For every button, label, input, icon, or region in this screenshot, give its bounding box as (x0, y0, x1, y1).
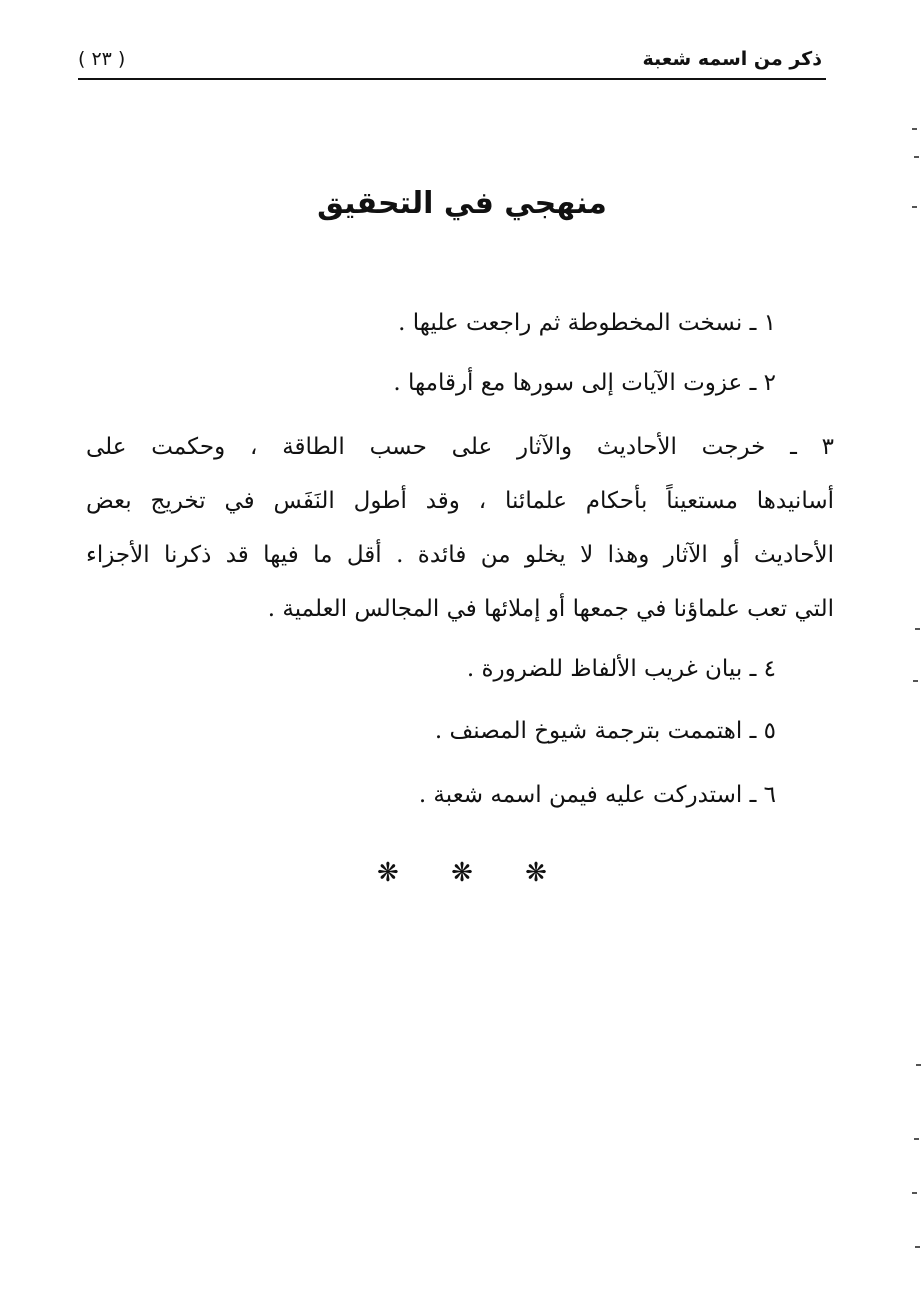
list-item-4: ٤ ـ بيان غريب الألفاظ للضرورة . (466, 656, 776, 682)
asterism-icon: ❋ (525, 858, 547, 888)
scan-mark (912, 128, 917, 130)
scan-mark (915, 628, 920, 630)
list-item-3-line-1: ٣ ـ خرجت الأحاديث والآثار على حسب الطاقة ، وحكمت على (86, 434, 834, 460)
scan-mark (914, 156, 919, 158)
scan-mark (912, 206, 917, 208)
page-number: ( ٢٣ ) (78, 48, 126, 70)
asterism-icon: ❋ (451, 858, 473, 888)
running-title: ذكر من اسمه شعبة (642, 48, 822, 70)
list-item-3-line-2: أسانيدها مستعيناً بأحكام علمائنا ، وقد أطول النَفَس في تخريج بعض (86, 488, 834, 514)
scan-mark (916, 1064, 921, 1066)
scan-mark (915, 1246, 920, 1248)
list-item-5: ٥ ـ اهتممت بترجمة شيوخ المصنف . (434, 718, 776, 744)
asterism-icon: ❋ (377, 858, 399, 888)
list-item-1: ١ ـ نسخت المخطوطة ثم راجعت عليها . (398, 310, 776, 336)
scan-mark (914, 1138, 919, 1140)
list-item-3-line-4: التي تعب علماؤنا في جمعها أو إملائها في المجالس العلمية . (267, 596, 834, 622)
scan-mark (912, 1192, 917, 1194)
section-heading: منهجي في التحقيق (317, 186, 607, 221)
list-item-2: ٢ ـ عزوت الآيات إلى سورها مع أرقامها . (393, 370, 776, 396)
list-item-3-line-3: الأحاديث أو الآثار وهذا لا يخلو من فائدة . أقل ما فيها قد ذكرنا الأجزاء (86, 542, 834, 568)
section-end-ornament (0, 858, 924, 888)
header-rule (78, 78, 826, 80)
scan-mark (913, 680, 918, 682)
page-header (78, 42, 826, 80)
list-item-6: ٦ ـ استدركت عليه فيمن اسمه شعبة . (418, 782, 776, 808)
